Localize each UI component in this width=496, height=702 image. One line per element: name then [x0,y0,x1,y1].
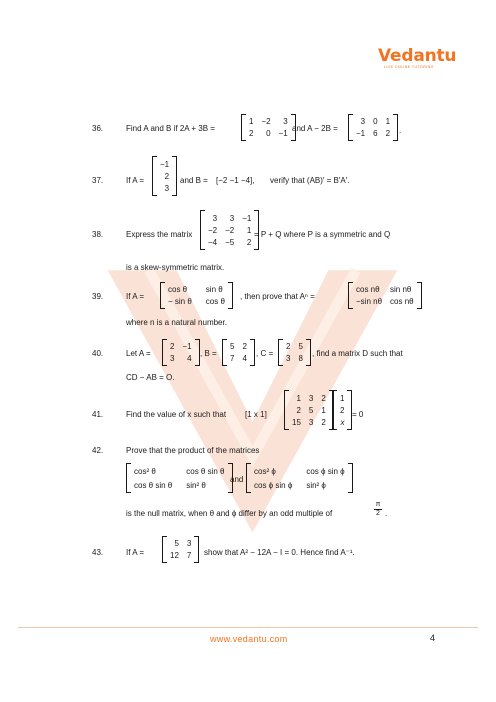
matrix-entry: cos θ sin θ [134,480,173,490]
matrix-entry: x [340,417,345,427]
right-bracket [228,282,233,309]
page-number: 4 [430,633,436,643]
q38-text-end: = P + Q where P is a symmetric and Q [254,230,391,239]
logo-tagline: LIVE ONLINE TUTORING [384,65,434,69]
right-bracket [194,536,199,563]
right-bracket [195,339,200,366]
matrix-entry: 3 [186,539,192,548]
matrix-entries [131,463,228,493]
q39-text-mid: , then prove that Aⁿ = [240,292,315,301]
matrix-entry: 2 [321,393,326,403]
matrix-entries [337,390,347,430]
matrix-entries [167,536,194,563]
matrix-entries [283,339,306,366]
q36-text-mid: and A − 2B = [292,124,338,133]
q37-text-mid: and B = [180,176,208,185]
right-bracket [393,114,398,141]
q37-text-start: If A = [126,176,145,185]
q38-continuation: is a skew-symmetric matrix. [126,263,225,272]
q40-matrix-c [278,339,311,366]
matrix-entry: cos ϕ sin ϕ [254,480,293,490]
matrix-entry: sin θ [205,285,223,294]
matrix-entry: 7 [230,354,235,363]
matrix-entries [165,282,228,309]
matrix-entry: 3 [283,117,288,126]
q41-column-vector [332,390,352,430]
right-bracket [250,339,255,366]
matrix-entry: 3 [286,354,291,363]
matrix-entries [227,339,250,366]
q37-column-matrix [152,156,177,196]
logo-wordmark: Vedantu [378,46,457,66]
q38-text-start: Express the matrix [126,230,193,239]
q41-matrix [284,390,334,430]
matrix-entry: 3 [308,417,314,427]
matrix-entry: 5 [298,342,303,351]
matrix-entry: 1 [340,393,345,403]
fraction-denominator: 2 [376,510,380,517]
q39-number: 39. [92,292,104,301]
right-bracket [172,156,177,196]
q43-number: 43. [92,548,104,557]
q43-matrix [162,536,199,563]
q42-fraction [374,501,382,518]
q40-text-end: , find a matrix D such that [312,349,403,358]
q42-matrix-1 [126,463,233,493]
matrix-entry: −2 [261,117,271,126]
matrix-entry: cos ϕ sin ϕ [306,466,345,476]
matrix-entry: cos² ϕ [254,466,276,476]
q41-text-end: = 0 [352,410,364,419]
matrix-entry: cos θ [168,285,188,294]
q37-number: 37. [92,176,104,185]
matrix-entry: sin² ϕ [306,480,326,490]
matrix-entry: −2 [208,225,218,235]
matrix-entry: 7 [186,551,192,560]
q41-number: 41. [92,410,104,419]
matrix-entry: 1 [249,117,254,126]
matrix-entry: 2 [249,129,254,138]
q40-text-start: Let A = [126,349,151,358]
q40-continuation: CD − AB = O. [126,373,175,382]
matrix-entry: 3 [170,354,175,363]
right-bracket [306,339,311,366]
q42-matrix-2 [246,463,353,493]
matrix-entry: 3 [229,213,235,223]
matrix-entry: 5 [174,539,179,548]
q40-matrix-a [162,339,200,366]
q42-end: . [385,509,388,518]
matrix-entries [251,463,348,493]
footer-divider [18,627,478,628]
matrix-entry: 4 [187,354,192,363]
matrix-entry: 2 [164,171,170,181]
matrix-entry: −1 [242,213,252,223]
matrix-entry: cos nθ [390,297,414,306]
matrix-entry: −1 [182,342,192,351]
q40-b-label: , B = [200,349,217,358]
q37-row-matrix: [−2 −1 −4], [216,176,255,185]
q40-c-label: , C = [256,349,274,358]
matrix-entry: 2 [286,342,291,351]
q36-end: . [399,126,402,135]
q42-text: Prove that the product of the matrices [126,446,260,455]
q42-and: and [230,475,244,484]
q42-continuation: is the null matrix, when θ and ϕ differ by an odd multiple of [126,509,333,518]
q40-matrix-b [222,339,255,366]
q37-text-end: verify that (AB)′ = B′A′. [270,176,350,185]
matrix-entry: 2 [296,405,301,415]
q36-matrix-2 [348,114,398,141]
matrix-entry: 12 [170,551,179,560]
fraction-numerator: π [375,501,381,508]
matrix-entry: 4 [242,354,247,363]
matrix-entry: cos θ sin θ [186,466,225,476]
matrix-entry: 1 [385,117,391,126]
matrix-entry: 6 [373,129,378,138]
q39-text-start: If A = [126,292,145,301]
q38-matrix [200,210,259,250]
matrix-entry: − sin θ [168,297,192,306]
matrix-entry: 0 [266,129,271,138]
matrix-entry: −1 [356,129,366,138]
matrix-entry: 2 [385,129,391,138]
q36-number: 36. [92,124,104,133]
matrix-entries [289,390,329,430]
matrix-entry: 5 [230,342,235,351]
matrix-entry: sin nθ [390,285,412,294]
matrix-entry: −2 [225,225,235,235]
q39-matrix-an [348,282,422,309]
q36-matrix-1 [241,114,296,141]
matrix-entry: cos θ [205,297,225,306]
q39-continuation: where n is a natural number. [126,318,227,327]
q41-row-vector: [1 x 1] [245,410,267,419]
q39-matrix-a [160,282,233,309]
q38-number: 38. [92,230,104,239]
matrix-entry: cos nθ [356,285,380,294]
q43-text-start: If A = [126,548,145,557]
q40-number: 40. [92,349,104,358]
matrix-entry: 2 [321,417,326,427]
matrix-entry: −5 [225,237,235,247]
matrix-entry: 2 [340,405,345,415]
matrix-entries [205,210,254,250]
matrix-entries [353,114,393,141]
right-bracket [348,463,353,493]
q36-text-start: Find A and B if 2A + 3B = [126,124,215,133]
matrix-entries [353,282,417,309]
footer-url[interactable]: www.vedantu.com [210,634,288,644]
matrix-entry: 3 [360,117,366,126]
matrix-entries [157,156,172,196]
matrix-entries [167,339,195,366]
matrix-entry: 3 [164,183,170,193]
matrix-entry: 5 [308,405,314,415]
matrix-entry: 15 [292,417,301,427]
matrix-entry: cos² θ [134,466,156,476]
matrix-entry: 3 [212,213,218,223]
matrix-entry: 2 [170,342,175,351]
matrix-entry: 0 [373,117,378,126]
matrix-entry: 1 [321,405,326,415]
matrix-entry: 1 [246,225,252,235]
right-bracket [417,282,422,309]
matrix-entries [246,114,291,141]
q41-text-start: Find the value of x such that [126,410,227,419]
matrix-entry: −1 [160,159,170,169]
matrix-entry: 1 [296,393,301,403]
matrix-entry: 2 [242,342,247,351]
matrix-entry: sin² θ [186,480,206,490]
matrix-entry: 8 [298,354,303,363]
matrix-entry: 3 [308,393,314,403]
matrix-entry: −4 [208,237,218,247]
matrix-entry: 2 [246,237,252,247]
q42-number: 42. [92,446,104,455]
q43-text-end: show that A² − 12A − I = 0. Hence find A⁻¹. [204,548,355,557]
matrix-entry: −sin nθ [356,297,383,306]
matrix-entry: −1 [278,129,288,138]
